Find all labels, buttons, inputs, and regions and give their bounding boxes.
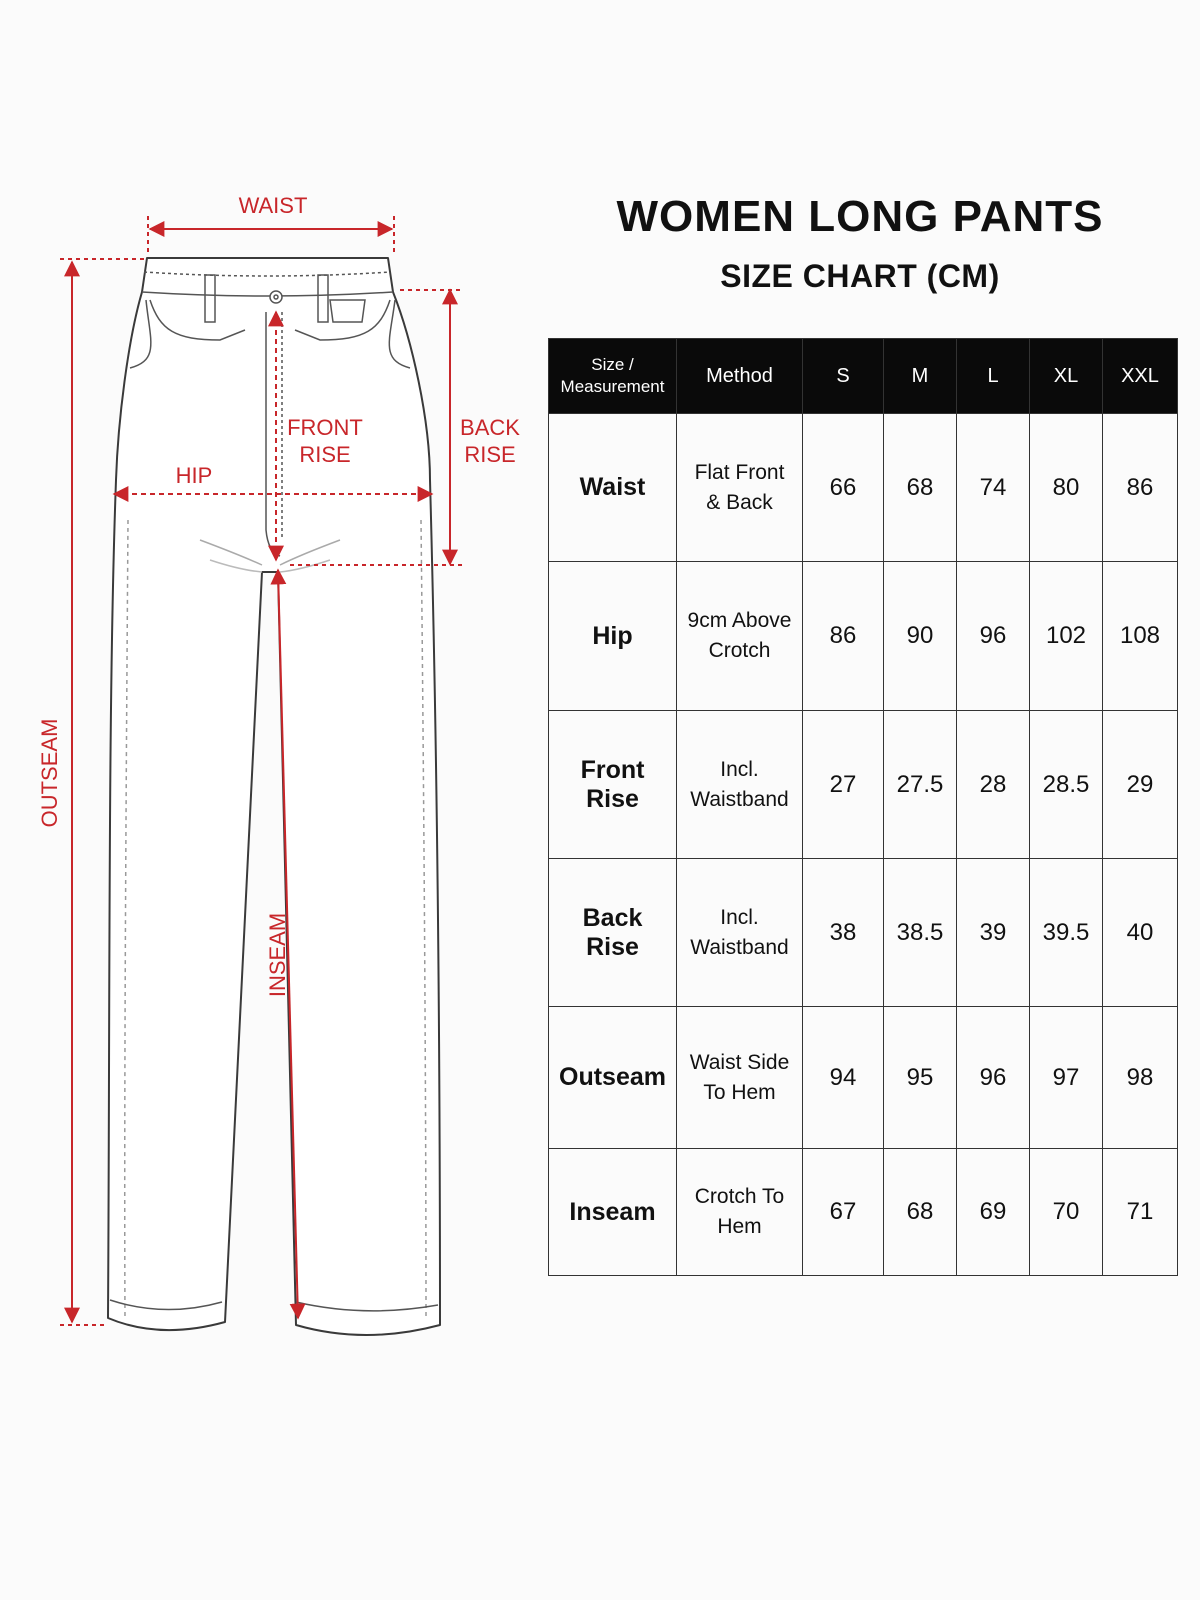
page-title: WOMEN LONG PANTS [616, 192, 1104, 241]
table-row [549, 414, 1178, 562]
table-header-row [549, 339, 1178, 414]
header-size-measurement [549, 339, 677, 414]
measurement-cell: Back Rise [549, 859, 677, 1007]
table-row [549, 1149, 1178, 1276]
size-chart-table [548, 338, 1178, 1276]
value-cell: 70 [1030, 1149, 1103, 1276]
table-row [549, 1007, 1178, 1149]
method-line: To Hem [703, 1080, 776, 1104]
method-cell [677, 1007, 803, 1149]
front-rise-label-line2: RISE [299, 442, 351, 467]
method-line: Waist Side [689, 1050, 790, 1074]
value-cell: 27 [803, 711, 884, 859]
header-line: Measurement [560, 377, 665, 396]
button-icon [270, 291, 282, 303]
measurement-cell: Hip [549, 562, 677, 711]
method-cell [677, 859, 803, 1007]
hip-label: HIP [175, 463, 213, 488]
header-size-s: S [803, 339, 884, 414]
back-rise-label-line2: RISE [464, 442, 516, 467]
outseam-label: OUTSEAM [37, 718, 62, 828]
value-cell: 66 [803, 414, 884, 562]
method-line: Incl. [720, 905, 759, 929]
method-line: 9cm Above [687, 609, 792, 632]
pants-measurement-diagram [0, 0, 540, 1400]
value-cell: 96 [957, 562, 1030, 711]
value-cell: 28.5 [1030, 711, 1103, 859]
value-cell: 40 [1103, 859, 1178, 1007]
header-line: Size / [591, 355, 634, 374]
method-line: Incl. [720, 757, 759, 781]
value-cell: 71 [1103, 1149, 1178, 1276]
value-cell: 80 [1030, 414, 1103, 562]
method-line: Hem [717, 1215, 762, 1238]
pants-outline [108, 258, 440, 1335]
header-size-m: M [884, 339, 957, 414]
page-subtitle: SIZE CHART (CM) [720, 258, 1000, 294]
method-cell [677, 1149, 803, 1276]
inseam-label: INSEAM [265, 912, 290, 998]
measurement-cell: Waist [549, 414, 677, 562]
value-cell: 86 [803, 562, 884, 711]
method-line: & Back [706, 490, 773, 514]
value-cell: 94 [803, 1007, 884, 1149]
method-line: Flat Front [694, 460, 785, 484]
table-row [549, 711, 1178, 859]
waist-label: WAIST [238, 193, 308, 218]
value-cell: 38.5 [884, 859, 957, 1007]
measurement-cell: Outseam [549, 1007, 677, 1149]
header-size-xxl: XXL [1103, 339, 1178, 414]
table-row [549, 562, 1178, 711]
measurement-cell: Front Rise [549, 711, 677, 859]
value-cell: 67 [803, 1149, 884, 1276]
value-cell: 39 [957, 859, 1030, 1007]
value-cell: 27.5 [884, 711, 957, 859]
value-cell: 98 [1103, 1007, 1178, 1149]
measurement-cell: Inseam [549, 1149, 677, 1276]
method-cell [677, 711, 803, 859]
value-cell: 74 [957, 414, 1030, 562]
value-cell: 28 [957, 711, 1030, 859]
method-line: Waistband [690, 935, 789, 959]
value-cell: 95 [884, 1007, 957, 1149]
value-cell: 38 [803, 859, 884, 1007]
header-size-l: L [957, 339, 1030, 414]
value-cell: 108 [1103, 562, 1178, 711]
value-cell: 102 [1030, 562, 1103, 711]
method-line: Crotch To [694, 1185, 785, 1208]
header-method: Method [677, 339, 803, 414]
value-cell: 90 [884, 562, 957, 711]
method-line: Waistband [690, 787, 789, 811]
method-cell [677, 562, 803, 711]
front-rise-label-line1: FRONT [287, 415, 363, 440]
method-line: Crotch [708, 639, 771, 662]
value-cell: 69 [957, 1149, 1030, 1276]
value-cell: 96 [957, 1007, 1030, 1149]
header-size-xl: XL [1030, 339, 1103, 414]
value-cell: 68 [884, 414, 957, 562]
value-cell: 39.5 [1030, 859, 1103, 1007]
value-cell: 68 [884, 1149, 957, 1276]
value-cell: 97 [1030, 1007, 1103, 1149]
value-cell: 86 [1103, 414, 1178, 562]
value-cell: 29 [1103, 711, 1178, 859]
method-cell [677, 414, 803, 562]
table-row [549, 859, 1178, 1007]
back-rise-label-line1: BACK [460, 415, 520, 440]
